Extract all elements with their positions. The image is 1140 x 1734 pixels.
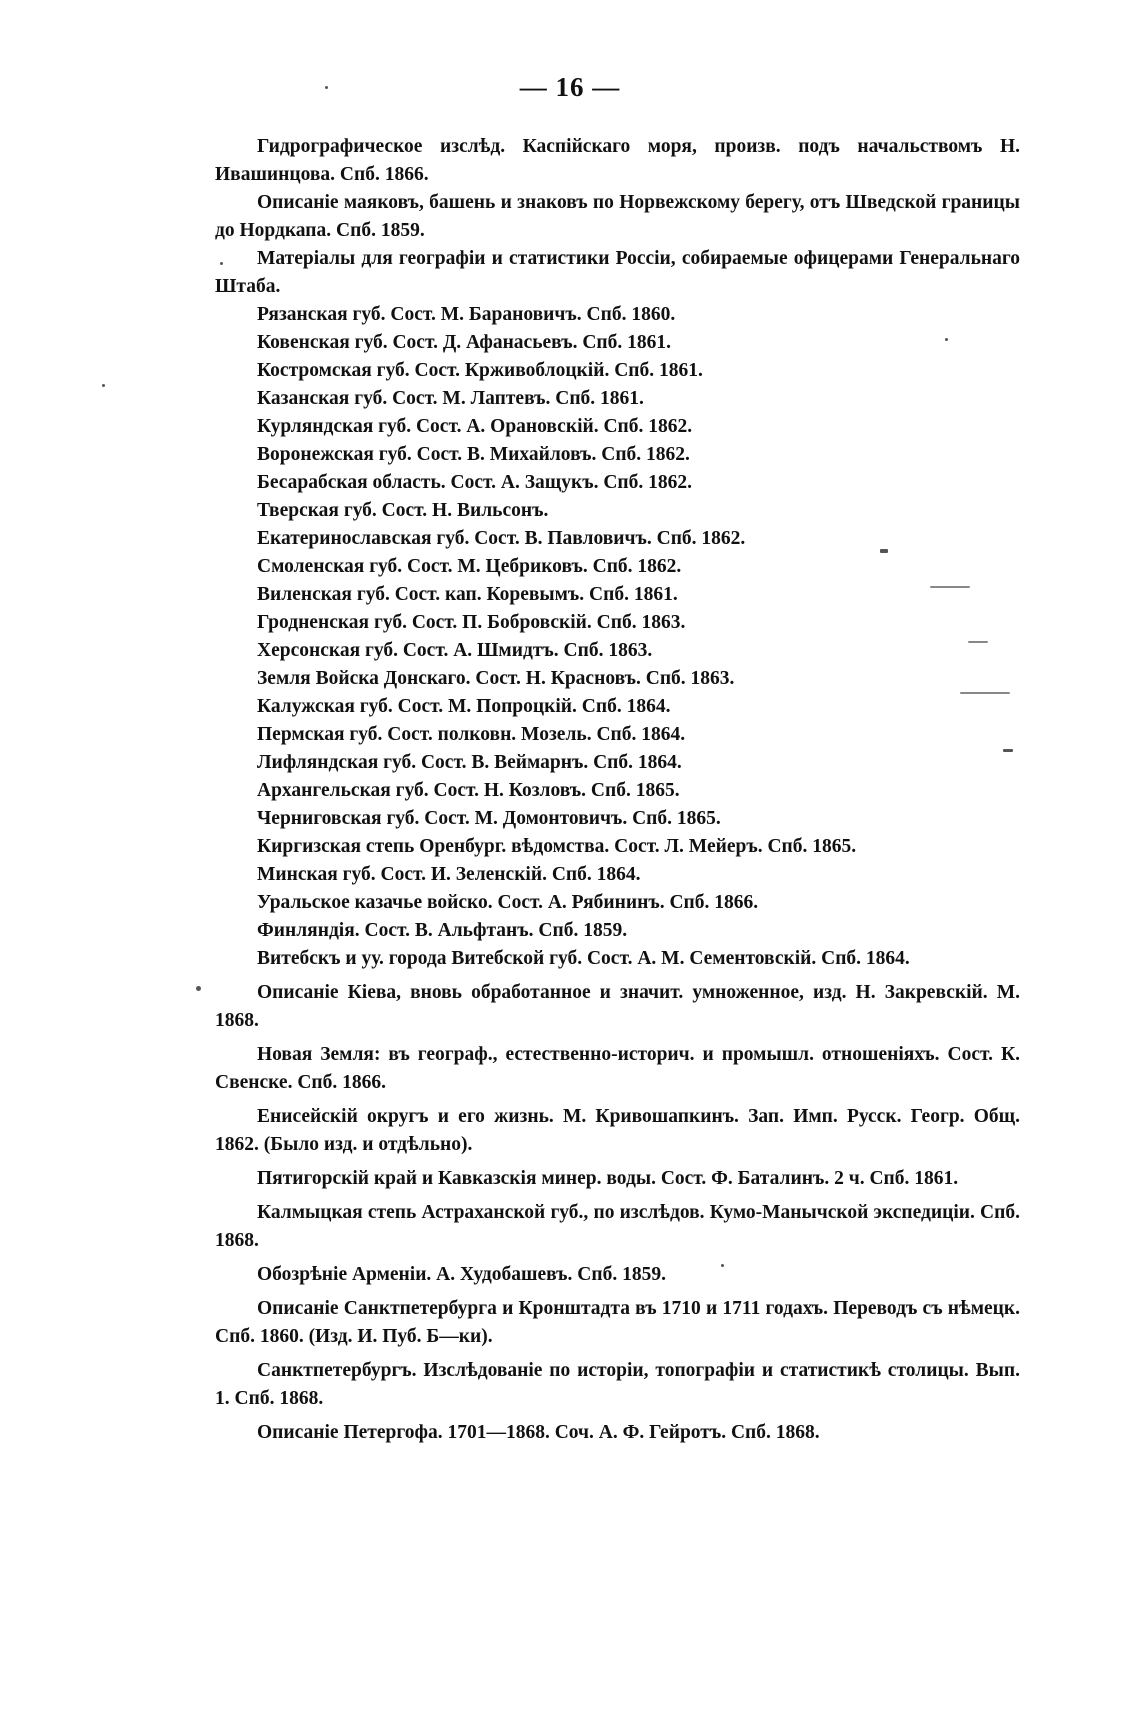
page-number: — 16 — bbox=[519, 72, 621, 102]
bibliography-entry: Гидрографическое изслѣд. Каспійскаго моря, произв. подъ начальствомъ Н. Ивашинцова. Спб. 1866. bbox=[215, 136, 1020, 185]
bibliography-entry: Обозрѣніе Арменіи. А. Худобашевъ. Спб. 1859. bbox=[257, 1264, 666, 1285]
bibliography-entry: Описаніе Кіева, вновь обработанное и значит. умноженное, изд. Н. Закревскій. М. 1868. bbox=[215, 982, 1020, 1031]
list-item: Виленская губ. Сост. кап. Коревымъ. Спб. 1861. bbox=[257, 584, 678, 605]
bibliography-entry: Витебскъ и уу. города Витебской губ. Сост. А. М. Сементовскій. Спб. 1864. bbox=[257, 948, 910, 969]
list-item: Тверская губ. Сост. Н. Вильсонъ. bbox=[257, 500, 549, 521]
bibliography-entry: Калмыцкая степь Астраханской губ., по изслѣдов. Кумо-Манычской экспедиціи. Спб. 1868. bbox=[215, 1202, 1020, 1251]
list-item: Архангельская губ. Сост. Н. Козловъ. Спб. 1865. bbox=[257, 780, 680, 801]
scan-speck bbox=[968, 641, 988, 643]
scan-speck bbox=[721, 1264, 724, 1267]
list-item: Екатеринославская губ. Сост. В. Павловичъ. Спб. 1862. bbox=[257, 528, 746, 549]
scan-speck bbox=[960, 692, 1010, 694]
scan-speck bbox=[1003, 749, 1013, 752]
list-item: Херсонская губ. Сост. А. Шмидтъ. Спб. 1863. bbox=[257, 640, 653, 661]
list-item: Финляндія. Сост. В. Альфтанъ. Спб. 1859. bbox=[257, 920, 628, 941]
list-item: Гродненская губ. Сост. П. Бобровскій. Спб. 1863. bbox=[257, 612, 686, 633]
scan-speck bbox=[325, 86, 328, 89]
bibliography-text bbox=[215, 133, 1020, 1447]
scan-speck bbox=[930, 586, 970, 588]
scan-speck bbox=[220, 262, 223, 265]
scan-speck bbox=[880, 549, 888, 553]
bibliography-entry: Описаніе маяковъ, башень и знаковъ по Норвежскому берегу, отъ Шведской границы до Нордкапа. Спб. 1859. bbox=[215, 192, 1020, 241]
list-item: Киргизская степь Оренбург. вѣдомства. Сост. Л. Мейеръ. Спб. 1865. bbox=[257, 836, 857, 857]
list-item: Ковенская губ. Сост. Д. Афанасьевъ. Спб. 1861. bbox=[257, 332, 672, 353]
list-item: Минская губ. Сост. И. Зеленскій. Спб. 1864. bbox=[257, 864, 641, 885]
list-item: Уральское казачье войско. Сост. А. Рябининъ. Спб. 1866. bbox=[257, 892, 759, 913]
list-item: Казанская губ. Сост. М. Лаптевъ. Спб. 1861. bbox=[257, 388, 644, 409]
list-item: Смоленская губ. Сост. М. Цебриковъ. Спб. 1862. bbox=[257, 556, 682, 577]
bibliography-entry: Описаніе Санктпетербурга и Кронштадта въ 1710 и 1711 годахъ. Переводъ съ нѣмецк. Спб. 1860. (Изд. И. Пуб. Б—ки). bbox=[215, 1298, 1020, 1347]
list-item: Курляндская губ. Сост. А. Орановскій. Спб. 1862. bbox=[257, 416, 693, 437]
list-item: Пермская губ. Сост. полковн. Мозель. Спб. 1864. bbox=[257, 724, 686, 745]
list-item: Костромская губ. Сост. Крживоблоцкій. Спб. 1861. bbox=[257, 360, 703, 381]
scan-speck bbox=[945, 338, 948, 341]
list-item: Лифляндская губ. Сост. В. Веймарнъ. Спб. 1864. bbox=[257, 752, 682, 773]
list-item: Рязанская губ. Сост. М. Барановичъ. Спб. 1860. bbox=[257, 304, 676, 325]
bibliography-entry: Енисейскій округъ и его жизнь. М. Кривошапкинъ. Зап. Имп. Русск. Геогр. Общ. 1862. (Было изд. и отдѣльно). bbox=[215, 1106, 1020, 1155]
materials-sublist bbox=[215, 301, 1020, 945]
scan-speck bbox=[102, 384, 105, 387]
bibliography-entry: Пятигорскій край и Кавказскія минер. воды. Сост. Ф. Баталинъ. 2 ч. Спб. 1861. bbox=[257, 1168, 959, 1189]
list-item: Воронежская губ. Сост. В. Михайловъ. Спб. 1862. bbox=[257, 444, 690, 465]
list-item: Калужская губ. Сост. М. Попроцкій. Спб. 1864. bbox=[257, 696, 671, 717]
bibliography-entry: Новая Земля: въ географ., естественно-историч. и промышл. отношеніяхъ. Сост. К. Свенске. Спб. 1866. bbox=[215, 1044, 1020, 1093]
list-item: Черниговская губ. Сост. М. Домонтовичъ. Спб. 1865. bbox=[257, 808, 721, 829]
list-item: Земля Войска Донскаго. Сост. Н. Красновъ. Спб. 1863. bbox=[257, 668, 735, 689]
bibliography-entry-materials: Матеріалы для географіи и статистики Россіи, собираемые офицерами Генеральнаго Штаба. bbox=[215, 248, 1020, 297]
scan-speck bbox=[196, 986, 201, 991]
bibliography-entry: Описаніе Петергофа. 1701—1868. Соч. А. Ф. Гейротъ. Спб. 1868. bbox=[257, 1422, 820, 1443]
list-item: Бесарабская область. Сост. А. Защукъ. Спб. 1862. bbox=[257, 472, 693, 493]
bibliography-entry: Санктпетербургъ. Изслѣдованіе по исторіи, топографіи и статистикѣ столицы. Вып. 1. Спб. 1868. bbox=[215, 1360, 1020, 1409]
